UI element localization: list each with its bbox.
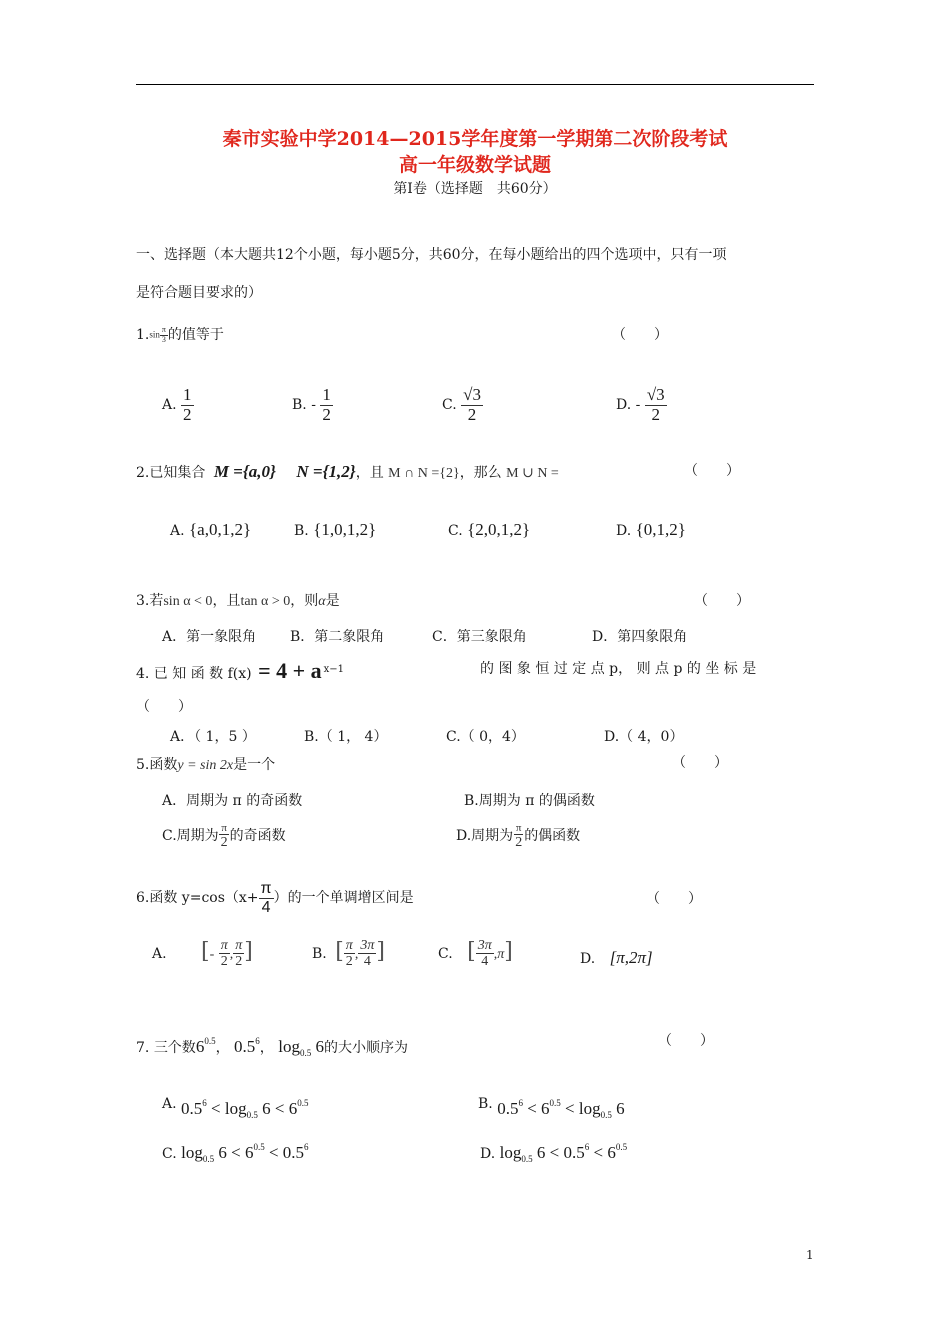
q2-option-d[interactable]: D. {0,1,2} xyxy=(616,520,686,539)
set-m: M ={a,0} xyxy=(213,462,276,481)
q2-option-c[interactable]: C. {2,0,1,2} xyxy=(448,520,531,539)
question-1 xyxy=(136,324,224,344)
q3-option-b[interactable]: B．第二象限角 xyxy=(290,629,385,645)
q3-option-a[interactable]: A．第一象限角 xyxy=(162,629,257,645)
q3-option-d[interactable]: D．第四象限角 xyxy=(592,629,688,645)
q6-option-c[interactable]: C. [ $\frac{3\pi}{4}$ ,π] xyxy=(438,938,513,970)
q1-option-c[interactable]: C. $\frac{√3}{2}$ xyxy=(442,385,481,424)
header-rule xyxy=(136,84,814,85)
answer-paren: （ ） xyxy=(646,891,702,907)
q7-option-a[interactable]: A. $0.5^6 < \log_{0.5} 6 < 6^{0.5}$ xyxy=(162,1096,309,1120)
q6-option-b[interactable]: B. [ $\frac{\pi}{2}$ , $\frac{3\pi}{4}$ ] xyxy=(312,938,385,970)
answer-paren: （ ） xyxy=(658,1033,714,1049)
page-number: 1 xyxy=(806,1248,814,1262)
set-n: N ={1,2} xyxy=(296,462,356,481)
q6-option-a[interactable]: A. [- $\frac{\pi}{2}$ , $\frac{\pi}{2}$ ] xyxy=(152,938,253,970)
intersection: M ∩ N ={2} xyxy=(388,466,460,481)
question-3: 3.若sin α < 0，且tan α > 0，则α是 xyxy=(136,593,340,609)
q5-option-c[interactable]: C.周期为 $\frac{\pi}{2}$ 的奇函数 xyxy=(162,822,286,851)
log-0.5-of-6: $\log_{0.5} 6$ xyxy=(278,1037,324,1058)
q4-option-a[interactable]: A．（ 1，5 ） xyxy=(170,729,256,745)
section-instructions-line2: 是符合题目要求的） xyxy=(136,285,262,301)
q4-option-c[interactable]: C.（ 0，4） xyxy=(446,729,525,745)
q7-option-b[interactable]: B. $0.5^6 < 6^{0.5} < \log_{0.5} 6$ xyxy=(478,1096,625,1120)
question-6: 6.函数 y=cos（x+ $\frac{\pi}{4}$ ）的一个单调增区间是 xyxy=(136,880,414,916)
q5-option-b[interactable]: B.周期为 π 的偶函数 xyxy=(464,793,595,809)
q5-option-d[interactable]: D.周期为 $\frac{\pi}{2}$ 的偶函数 xyxy=(456,822,581,851)
six-pow-0.5: $6^{0.5}$ xyxy=(195,1036,216,1056)
function-expr: = 4 + a xyxy=(258,658,322,683)
question-5: 5.函数y = sin 2x是一个 xyxy=(136,757,276,773)
question-2: 2.已知集合 M ={a,0} N ={1,2}，且 M ∩ N ={2}，那么 M ∪ N = xyxy=(136,462,559,481)
sin-pi-over-3: sin $\frac{\pi}{3}$ xyxy=(149,324,166,344)
q4-option-b[interactable]: B.（ 1， 4） xyxy=(304,729,388,745)
answer-paren: （ ） xyxy=(672,755,728,771)
question-number: 1. xyxy=(136,327,150,343)
q1-option-d[interactable]: D. - $\frac{√3}{2}$ xyxy=(616,385,665,424)
q2-option-a[interactable]: A. {a,0,1,2} xyxy=(170,520,252,539)
q2-option-b[interactable]: B. {1,0,1,2} xyxy=(294,520,377,539)
answer-paren: （ ） xyxy=(694,593,750,609)
question-4-text: 的 图 象 恒 过 定 点 p， 则 点 p 的 坐 标 是 xyxy=(480,661,757,677)
exam-subtitle: 高一年级数学试题 xyxy=(398,154,551,176)
answer-paren: （ ） xyxy=(684,463,740,479)
q7-option-d[interactable]: D. $\log_{0.5} 6 < 0.5^6 < 6^{0.5}$ xyxy=(480,1142,628,1164)
answer-paren: （ ） xyxy=(612,327,668,343)
question-4: 4. 已 知 函 数 f(x) = 4 + a $^{x-1}$ xyxy=(136,658,345,683)
q3-option-c[interactable]: C．第三象限角 xyxy=(432,629,527,645)
q5-option-a[interactable]: A．周期为 π 的奇函数 xyxy=(162,793,303,809)
exam-title: 秦市实验中学2014—2015学年度第一学期第二次阶段考试 xyxy=(222,128,728,150)
answer-paren: （ ） xyxy=(136,699,192,715)
question-7: 7. 三个数$6^{0.5}$， $0.5^6$， $\log_{0.5} 6$的大小顺序为 xyxy=(136,1036,408,1058)
question-text: 的值等于 xyxy=(167,327,224,343)
0.5-pow-6: $0.5^6$ xyxy=(234,1036,260,1056)
q1-option-b[interactable]: B. - $\frac{1}{2}$ xyxy=(292,385,331,424)
part-heading: 第Ⅰ卷（选择题 共60分） xyxy=(393,181,557,197)
q6-option-d[interactable]: D. [π,2π] xyxy=(580,948,653,967)
q7-option-c[interactable]: C. $\log_{0.5} 6 < 6^{0.5} < 0.5^6$ xyxy=(162,1142,309,1164)
q4-option-d[interactable]: D.（ 4，0） xyxy=(604,729,684,745)
q1-option-a[interactable]: A. $\frac{1}{2}$ xyxy=(162,385,192,424)
union: M ∪ N = xyxy=(506,466,559,481)
section-instructions-line1: 一、选择题（本大题共12个小题，每小题5分，共60分，在每小题给出的四个选项中，只有一项 xyxy=(136,247,727,263)
